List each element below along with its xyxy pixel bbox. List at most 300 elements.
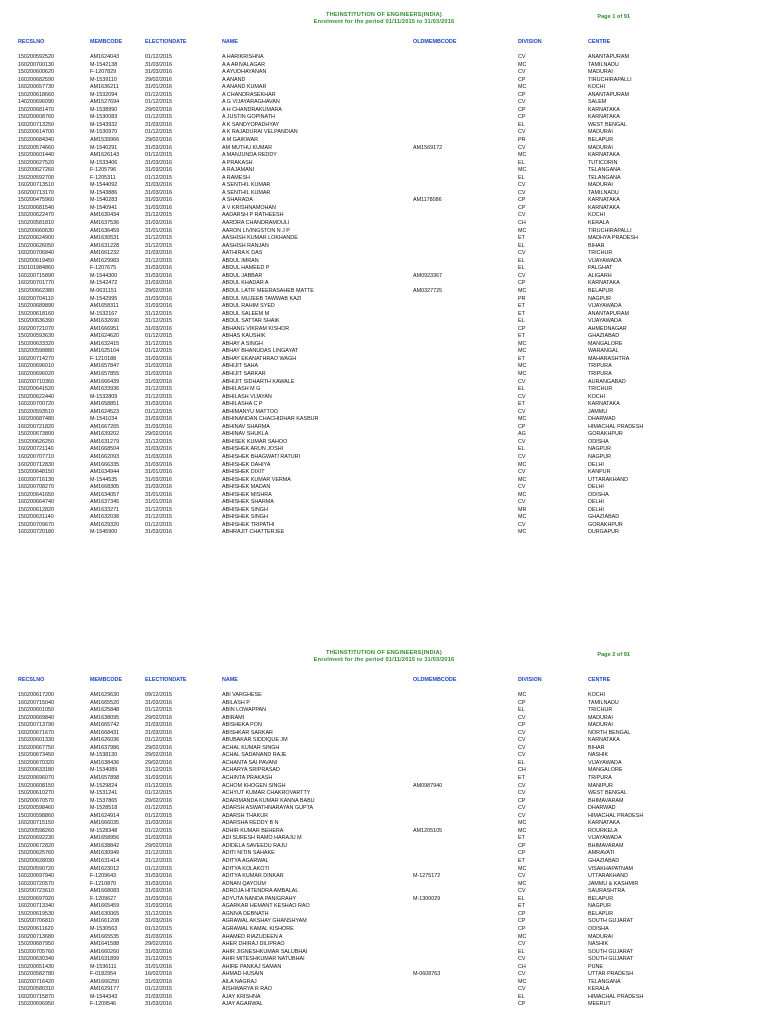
centre-cell: SOUTH GUJARAT <box>588 956 634 963</box>
centre-cell: GHAZIABAD <box>588 858 620 865</box>
name-cell: AGRAWAL AKSHAY GHANSHYAM <box>222 918 307 925</box>
division-cell: CP <box>518 423 526 430</box>
recslno-cell: 150200598880 <box>18 348 54 355</box>
centre-cell: TUTICORIN <box>588 159 618 166</box>
name-cell: A H CHANDRAKUMARA <box>222 106 282 113</box>
table-row <box>0 145 768 153</box>
division-cell: CV <box>518 782 526 789</box>
name-cell: AHAMED RIAZUDEEN A <box>222 933 283 940</box>
membcode-cell: AM1634944 <box>90 469 120 476</box>
membcode-cell: AM1665459 <box>90 903 120 910</box>
centre-cell: MEERUT <box>588 1001 611 1008</box>
table-row <box>0 692 768 700</box>
table-row <box>0 926 768 934</box>
membcode-cell: F-1210870 <box>90 880 117 887</box>
table-row <box>0 881 768 889</box>
name-cell: A AYUDHAYANAN <box>222 69 267 76</box>
report-subtitle: Enrolment for the period 01/11/2015 to 31/03/2016 <box>313 657 455 663</box>
centre-cell: WARANGAL <box>588 348 619 355</box>
membcode-cell: M-1538990 <box>90 106 118 113</box>
division-cell: EL <box>518 707 525 714</box>
membcode-cell: AM1665520 <box>90 699 120 706</box>
electiondate-cell: 31/03/2016 <box>145 820 172 827</box>
electiondate-cell: 31/01/2016 <box>145 963 172 970</box>
membcode-cell: AM1638095 <box>90 714 120 721</box>
electiondate-cell: 31/03/2016 <box>145 189 172 196</box>
table-row <box>0 416 768 424</box>
centre-cell: KARNATAKA <box>588 152 620 159</box>
name-cell: A RAJAMANI <box>222 167 255 174</box>
name-cell: ABDUL SATTAR SHAIK <box>222 318 280 325</box>
name-cell: AASHISH RANJAN <box>222 242 269 249</box>
membcode-cell: F-0182954 <box>90 971 117 978</box>
division-cell: EL <box>518 174 525 181</box>
division-cell: EL <box>518 895 525 902</box>
table-row <box>0 303 768 311</box>
name-cell: ABHIMANYU MATTOO <box>222 408 279 415</box>
table-row <box>0 386 768 394</box>
recslno-cell: 160200715150 <box>18 820 54 827</box>
electiondate-cell: 31/01/2016 <box>145 499 172 506</box>
name-cell: ACHARYA SRIPRASAD <box>222 767 280 774</box>
membcode-cell: AM1636459 <box>90 227 120 234</box>
report-page-1 <box>0 12 768 536</box>
membcode-cell: AM1668504 <box>90 446 120 453</box>
electiondate-cell: 31/03/2016 <box>145 378 172 385</box>
membcode-cell: AM1631228 <box>90 242 120 249</box>
table-row <box>0 934 768 942</box>
centre-cell: BHIMAVARAM <box>588 797 624 804</box>
membcode-cell: AM1637345 <box>90 499 120 506</box>
membcode-cell: AM1661208 <box>90 918 120 925</box>
centre-cell: NORTH BENGAL <box>588 729 631 736</box>
table-row <box>0 700 768 708</box>
recslno-cell: 150200667750 <box>18 744 54 751</box>
table-row <box>0 77 768 85</box>
division-cell: ET <box>518 401 525 408</box>
electiondate-cell: 31/03/2016 <box>145 729 172 736</box>
division-cell: EL <box>518 257 525 264</box>
name-cell: ADI SURESH RAMO HARAJU M <box>222 835 302 842</box>
division-cell: MC <box>518 370 527 377</box>
recslno-cell: 150200598260 <box>18 827 54 834</box>
membcode-cell: AM1666035 <box>90 820 120 827</box>
recslno-cell: 150200713790 <box>18 722 54 729</box>
name-cell: ABHIJIT SIDHARTH KAWALE <box>222 378 295 385</box>
name-cell: ABHAY A SINGH <box>222 340 263 347</box>
membcode-cell: AM1667265 <box>90 423 120 430</box>
division-cell: CV <box>518 956 526 963</box>
recslno-cell: 160200713680 <box>18 933 54 940</box>
centre-cell: SALEM <box>588 99 607 106</box>
recslno-cell: 150200631140 <box>18 514 54 521</box>
name-cell: ABHISHEK MISHRA <box>222 491 272 498</box>
electiondate-cell: 01/12/2015 <box>145 152 172 159</box>
division-cell: CP <box>518 850 526 857</box>
name-cell: AGRAWAL KAMAL KISHORE <box>222 925 294 932</box>
recslno-cell: 160200715870 <box>18 993 54 1000</box>
membcode-cell: AM1666335 <box>90 461 120 468</box>
centre-cell: ODISHA <box>588 438 609 445</box>
recslno-cell: 150200648150 <box>18 469 54 476</box>
name-cell: ABHIJIT SAHA <box>222 363 259 370</box>
name-cell: AHMAD HUSAIN <box>222 971 264 978</box>
col-oldmembcode: OLDMEMBCODE <box>413 677 457 683</box>
division-cell: MC <box>518 348 527 355</box>
col-centre: CENTRE <box>588 677 611 683</box>
table-row <box>0 499 768 507</box>
name-cell: ADROJA HITENDRA AMBALAL <box>222 888 299 895</box>
electiondate-cell: 31/03/2016 <box>145 416 172 423</box>
name-cell: ABHINAV SHARMA <box>222 423 270 430</box>
division-cell: CP <box>518 842 526 849</box>
electiondate-cell: 31/03/2016 <box>145 453 172 460</box>
division-cell: CV <box>518 484 526 491</box>
division-cell: MC <box>518 933 527 940</box>
electiondate-cell: 31/01/2016 <box>145 469 172 476</box>
membcode-cell: AM1660260 <box>90 948 120 955</box>
col-membcode: MEMBCODE <box>90 677 123 683</box>
recslno-cell: 150200598460 <box>18 805 54 812</box>
table-body <box>0 54 768 537</box>
table-row <box>0 813 768 821</box>
name-cell: A M GAIKWAR <box>222 137 259 144</box>
centre-cell: DURGAPUR <box>588 529 619 536</box>
electiondate-cell: 29/02/2016 <box>145 714 172 721</box>
centre-cell: NAGPUR <box>588 295 612 302</box>
col-name: NAME <box>222 677 238 683</box>
division-cell: CP <box>518 925 526 932</box>
membcode-cell: AM1665742 <box>90 722 120 729</box>
division-cell: ET <box>518 775 525 782</box>
recslno-cell: 150200475960 <box>18 197 54 204</box>
membcode-cell: AM1631414 <box>90 858 120 865</box>
membcode-cell: M-0631151 <box>90 287 117 294</box>
membcode-cell: M-1529824 <box>90 782 118 789</box>
membcode-cell: M-1542472 <box>90 280 118 287</box>
name-cell: A SHARADA <box>222 197 253 204</box>
table-row <box>0 941 768 949</box>
division-cell: EL <box>518 759 525 766</box>
table-row <box>0 62 768 70</box>
name-cell: ABDUL JABBAR <box>222 272 263 279</box>
centre-cell: ROURKELA <box>588 827 618 834</box>
recslno-cell: 150200625760 <box>18 850 54 857</box>
division-cell: MC <box>518 340 527 347</box>
membcode-cell: AM1630949 <box>90 850 120 857</box>
division-cell: EL <box>518 446 525 453</box>
name-cell: ADIDELA SAVEEDU RAJU <box>222 842 288 849</box>
membcode-cell: AM1629320 <box>90 521 120 528</box>
recslno-cell: 160200720570 <box>18 880 54 887</box>
recslno-cell: 160200664740 <box>18 499 54 506</box>
centre-cell: KARNATAKA <box>588 106 620 113</box>
recslno-cell: 150200611620 <box>18 925 54 932</box>
division-cell: MC <box>518 461 527 468</box>
name-cell: ADYUTA NANDA PANIGRAHY <box>222 895 297 902</box>
membcode-cell: AM1636211 <box>90 84 119 91</box>
recslno-cell: 150200669840 <box>18 714 54 721</box>
division-cell: EL <box>518 159 525 166</box>
membcode-cell: F-1209546 <box>90 1001 117 1008</box>
electiondate-cell: 31/03/2016 <box>145 250 172 257</box>
centre-cell: TRICHUR <box>588 707 613 714</box>
centre-cell: KOCHI <box>588 692 606 698</box>
table-row <box>0 514 768 522</box>
electiondate-cell: 31/12/2015 <box>145 340 172 347</box>
centre-cell: MADURAI <box>588 129 613 136</box>
electiondate-cell: 31/03/2016 <box>145 280 172 287</box>
table-row <box>0 843 768 851</box>
membcode-cell: F-1209643 <box>90 873 117 880</box>
recslno-cell: 150200619530 <box>18 910 54 917</box>
electiondate-cell: 01/12/2015 <box>145 348 172 355</box>
centre-cell: DELHI <box>588 499 604 506</box>
name-cell: ABIN LOWAPPAN <box>222 707 267 714</box>
division-cell: CV <box>518 182 526 189</box>
name-cell: ABDUL LATIF MEERASAHEB MATTE <box>222 287 314 294</box>
centre-cell: JAMMU & KASHMIR <box>588 880 639 887</box>
table-row <box>0 258 768 266</box>
division-cell: CP <box>518 204 526 211</box>
membcode-cell: AM1631279 <box>90 438 120 445</box>
electiondate-cell: 31/12/2015 <box>145 257 172 264</box>
electiondate-cell: 31/03/2016 <box>145 370 172 377</box>
recslno-cell: 160200721820 <box>18 423 54 430</box>
electiondate-cell: 31/03/2016 <box>145 484 172 491</box>
electiondate-cell: 29/02/2016 <box>145 842 172 849</box>
membcode-cell: AM1539966 <box>90 137 120 144</box>
membcode-cell: AM1657898 <box>90 775 120 782</box>
name-cell: AJAY KRISHNA <box>222 993 261 1000</box>
table-row <box>0 401 768 409</box>
table-row <box>0 745 768 753</box>
name-cell: ABDUL HAMEED P <box>222 265 270 272</box>
electiondate-cell: 31/03/2016 <box>145 121 172 128</box>
recslno-cell: 160200715890 <box>18 272 54 279</box>
name-cell: ABHISHEK SINGH <box>222 506 268 513</box>
membcode-cell: F-1210188 <box>90 355 117 362</box>
membcode-cell: M-1544343 <box>90 993 118 1000</box>
table-row <box>0 783 768 791</box>
name-cell: ADITI NITIN SAHAKE <box>222 850 275 857</box>
recslno-cell: 150200681540 <box>18 204 54 211</box>
name-cell: ADITYA KUMAR DINKAR <box>222 873 284 880</box>
membcode-cell: AM1632038 <box>90 514 120 521</box>
table-row <box>0 522 768 530</box>
centre-cell: AHMEDNAGAR <box>588 325 627 332</box>
name-cell: ADARSH THAKUR <box>222 812 269 819</box>
recslno-cell: 150200662380 <box>18 287 54 294</box>
name-cell: AM MUTHU KUMAR <box>222 144 273 151</box>
name-cell: ABHISHEK SINGH <box>222 514 268 521</box>
recslno-cell: 160200715040 <box>18 699 54 706</box>
name-cell: ADITYA AGARWAL <box>222 858 269 865</box>
table-row <box>0 137 768 145</box>
name-cell: ABHINANDAN CHACHIDHAR KASBUR <box>222 416 319 423</box>
electiondate-cell: 01/12/2015 <box>145 986 172 993</box>
membcode-cell: AM1637986 <box>90 744 120 751</box>
name-cell: ACHAL KUMAR SINGH <box>222 744 280 751</box>
name-cell: ABDUL SALEEM M <box>222 310 270 317</box>
table-row <box>0 469 768 477</box>
membcode-cell: AM1632690 <box>90 318 120 325</box>
name-cell: AHIR MITESHKUMAR NATUBHAI <box>222 956 305 963</box>
centre-cell: MADHYA PRADESH <box>588 235 638 242</box>
electiondate-cell: 01/12/2015 <box>145 174 172 181</box>
electiondate-cell: 01/12/2015 <box>145 790 172 797</box>
table-row <box>0 424 768 432</box>
recslno-cell: 150200692230 <box>18 835 54 842</box>
electiondate-cell: 31/03/2016 <box>145 948 172 955</box>
electiondate-cell: 31/03/2016 <box>145 529 172 536</box>
electiondate-cell: 29/02/2016 <box>145 752 172 759</box>
centre-cell: GORAKHPUR <box>588 431 623 438</box>
table-row <box>0 129 768 137</box>
centre-cell: MAHARASHTRA <box>588 355 630 362</box>
recslno-cell: 150200582780 <box>18 971 54 978</box>
electiondate-cell: 31/03/2016 <box>145 325 172 332</box>
name-cell: ADARSHA REDDY B N <box>222 820 279 827</box>
electiondate-cell: 01/12/2015 <box>145 521 172 528</box>
recslno-cell: 160200696020 <box>18 370 54 377</box>
division-cell: CH <box>518 767 526 774</box>
centre-cell: VIJAYAWADA <box>588 835 622 842</box>
centre-cell: VIJAYAWADA <box>588 759 622 766</box>
recslno-cell: 150200619450 <box>18 257 54 264</box>
recslno-cell: 150200627520 <box>18 159 54 166</box>
centre-cell: TRIPURA <box>588 370 612 377</box>
division-cell: CP <box>518 1001 526 1008</box>
electiondate-cell: 29/02/2016 <box>145 137 172 144</box>
recslno-cell: 150200684340 <box>18 137 54 144</box>
name-cell: ABDUL KHADAR A <box>222 280 269 287</box>
division-cell: CV <box>518 744 526 751</box>
table-row <box>0 114 768 122</box>
division-cell: MC <box>518 491 527 498</box>
electiondate-cell: 01/12/2015 <box>145 782 172 789</box>
division-cell: MR <box>518 506 527 513</box>
oldmembcode-cell: AM0327725 <box>413 287 443 294</box>
division-cell: ET <box>518 310 525 317</box>
table-row <box>0 722 768 730</box>
centre-cell: VISAKHAPATNAM <box>588 865 634 872</box>
table-row <box>0 160 768 168</box>
table-row <box>0 888 768 896</box>
recslno-cell: 150200610270 <box>18 790 54 797</box>
division-cell: EL <box>518 121 525 128</box>
membcode-cell: AM1668083 <box>90 888 120 895</box>
page-number: Page 2 of 91 <box>597 652 630 658</box>
membcode-cell: AM1641588 <box>90 941 120 948</box>
membcode-cell: M-1538130 <box>90 752 118 759</box>
table-row <box>0 107 768 115</box>
electiondate-cell: 29/02/2016 <box>145 431 172 438</box>
name-cell: AHIRE PANKAJ SAMAN <box>222 963 282 970</box>
electiondate-cell: 01/12/2015 <box>145 805 172 812</box>
recslno-cell: 160200713510 <box>18 182 54 189</box>
name-cell: ADITYA KOLAKOTI <box>222 865 270 872</box>
centre-cell: KARNATAKA <box>588 204 620 211</box>
electiondate-cell: 31/12/2015 <box>145 910 172 917</box>
electiondate-cell: 31/03/2016 <box>145 476 172 483</box>
name-cell: ABDUL IMRAN <box>222 257 259 264</box>
centre-cell: KARNATAKA <box>588 197 620 204</box>
recslno-cell: 150200636390 <box>18 318 54 325</box>
membcode-cell: M-1530970 <box>90 129 118 136</box>
division-cell: MC <box>518 152 527 159</box>
table-row <box>0 994 768 1002</box>
electiondate-cell: 01/12/2015 <box>145 737 172 744</box>
division-cell: CV <box>518 737 526 744</box>
name-cell: ABHAY BHANUDAS LINGAYAT <box>222 348 299 355</box>
electiondate-cell: 31/12/2015 <box>145 850 172 857</box>
membcode-cell: AM1666951 <box>90 325 120 332</box>
membcode-cell: AM1624523 <box>90 408 120 415</box>
division-cell: CP <box>518 910 526 917</box>
name-cell: ADARSH ASWATHNARAYAN GUPTA <box>222 805 314 812</box>
division-cell: CV <box>518 888 526 895</box>
name-cell: ABILASH P <box>222 699 250 706</box>
electiondate-cell: 31/03/2016 <box>145 363 172 370</box>
recslno-cell: 150200580310 <box>18 986 54 993</box>
electiondate-cell: 31/03/2016 <box>145 423 172 430</box>
centre-cell: WEST BENGAL <box>588 790 627 797</box>
name-cell: AJAY AGARWAL <box>222 1001 263 1008</box>
membcode-cell: M-1540941 <box>90 204 118 211</box>
centre-cell: DELHI <box>588 506 604 513</box>
name-cell: ABHISHEK TRIPATHI <box>222 521 275 528</box>
division-cell: CV <box>518 986 526 993</box>
centre-cell: ODISHA <box>588 491 609 498</box>
table-row <box>0 220 768 228</box>
table-row <box>0 409 768 417</box>
membcode-cell: M-1536111 <box>90 963 117 970</box>
name-cell: A PRAKASH <box>222 159 253 166</box>
division-cell: MC <box>518 978 527 985</box>
division-cell: CV <box>518 212 526 219</box>
recslno-cell: 150200641520 <box>18 386 54 393</box>
division-cell: MC <box>518 167 527 174</box>
division-cell: CV <box>518 790 526 797</box>
division-cell: CV <box>518 812 526 819</box>
membcode-cell: AM1624043 <box>90 54 120 60</box>
recslno-cell: 160200706840 <box>18 250 54 257</box>
centre-cell: TRICHUR <box>588 386 613 393</box>
recslno-cell: 150200696950 <box>18 1001 54 1008</box>
division-cell: CP <box>518 325 526 332</box>
division-cell: ET <box>518 303 525 310</box>
col-recslno: RECSLNO <box>18 677 45 683</box>
recslno-cell: 160200721140 <box>18 446 54 453</box>
division-cell: MC <box>518 529 527 536</box>
centre-cell: AMRAVATI <box>588 850 615 857</box>
membcode-cell: AM1633271 <box>90 506 120 513</box>
division-cell: EL <box>518 386 525 393</box>
recslno-cell: 150200592520 <box>18 54 54 60</box>
electiondate-cell: 31/03/2016 <box>145 903 172 910</box>
name-cell: ADARIMANDA KUMAR KANNA BABU <box>222 797 315 804</box>
name-cell: A ANAND <box>222 76 246 83</box>
table-row <box>0 529 768 537</box>
table-row <box>0 341 768 349</box>
membcode-cell: M-1540283 <box>90 197 118 204</box>
membcode-cell: M-1541034 <box>90 416 118 423</box>
name-cell: ABISHEKA PON <box>222 722 262 729</box>
membcode-cell: M-1530563 <box>90 925 118 932</box>
recslno-cell: 160200682590 <box>18 76 54 83</box>
centre-cell: MADURAI <box>588 722 613 729</box>
